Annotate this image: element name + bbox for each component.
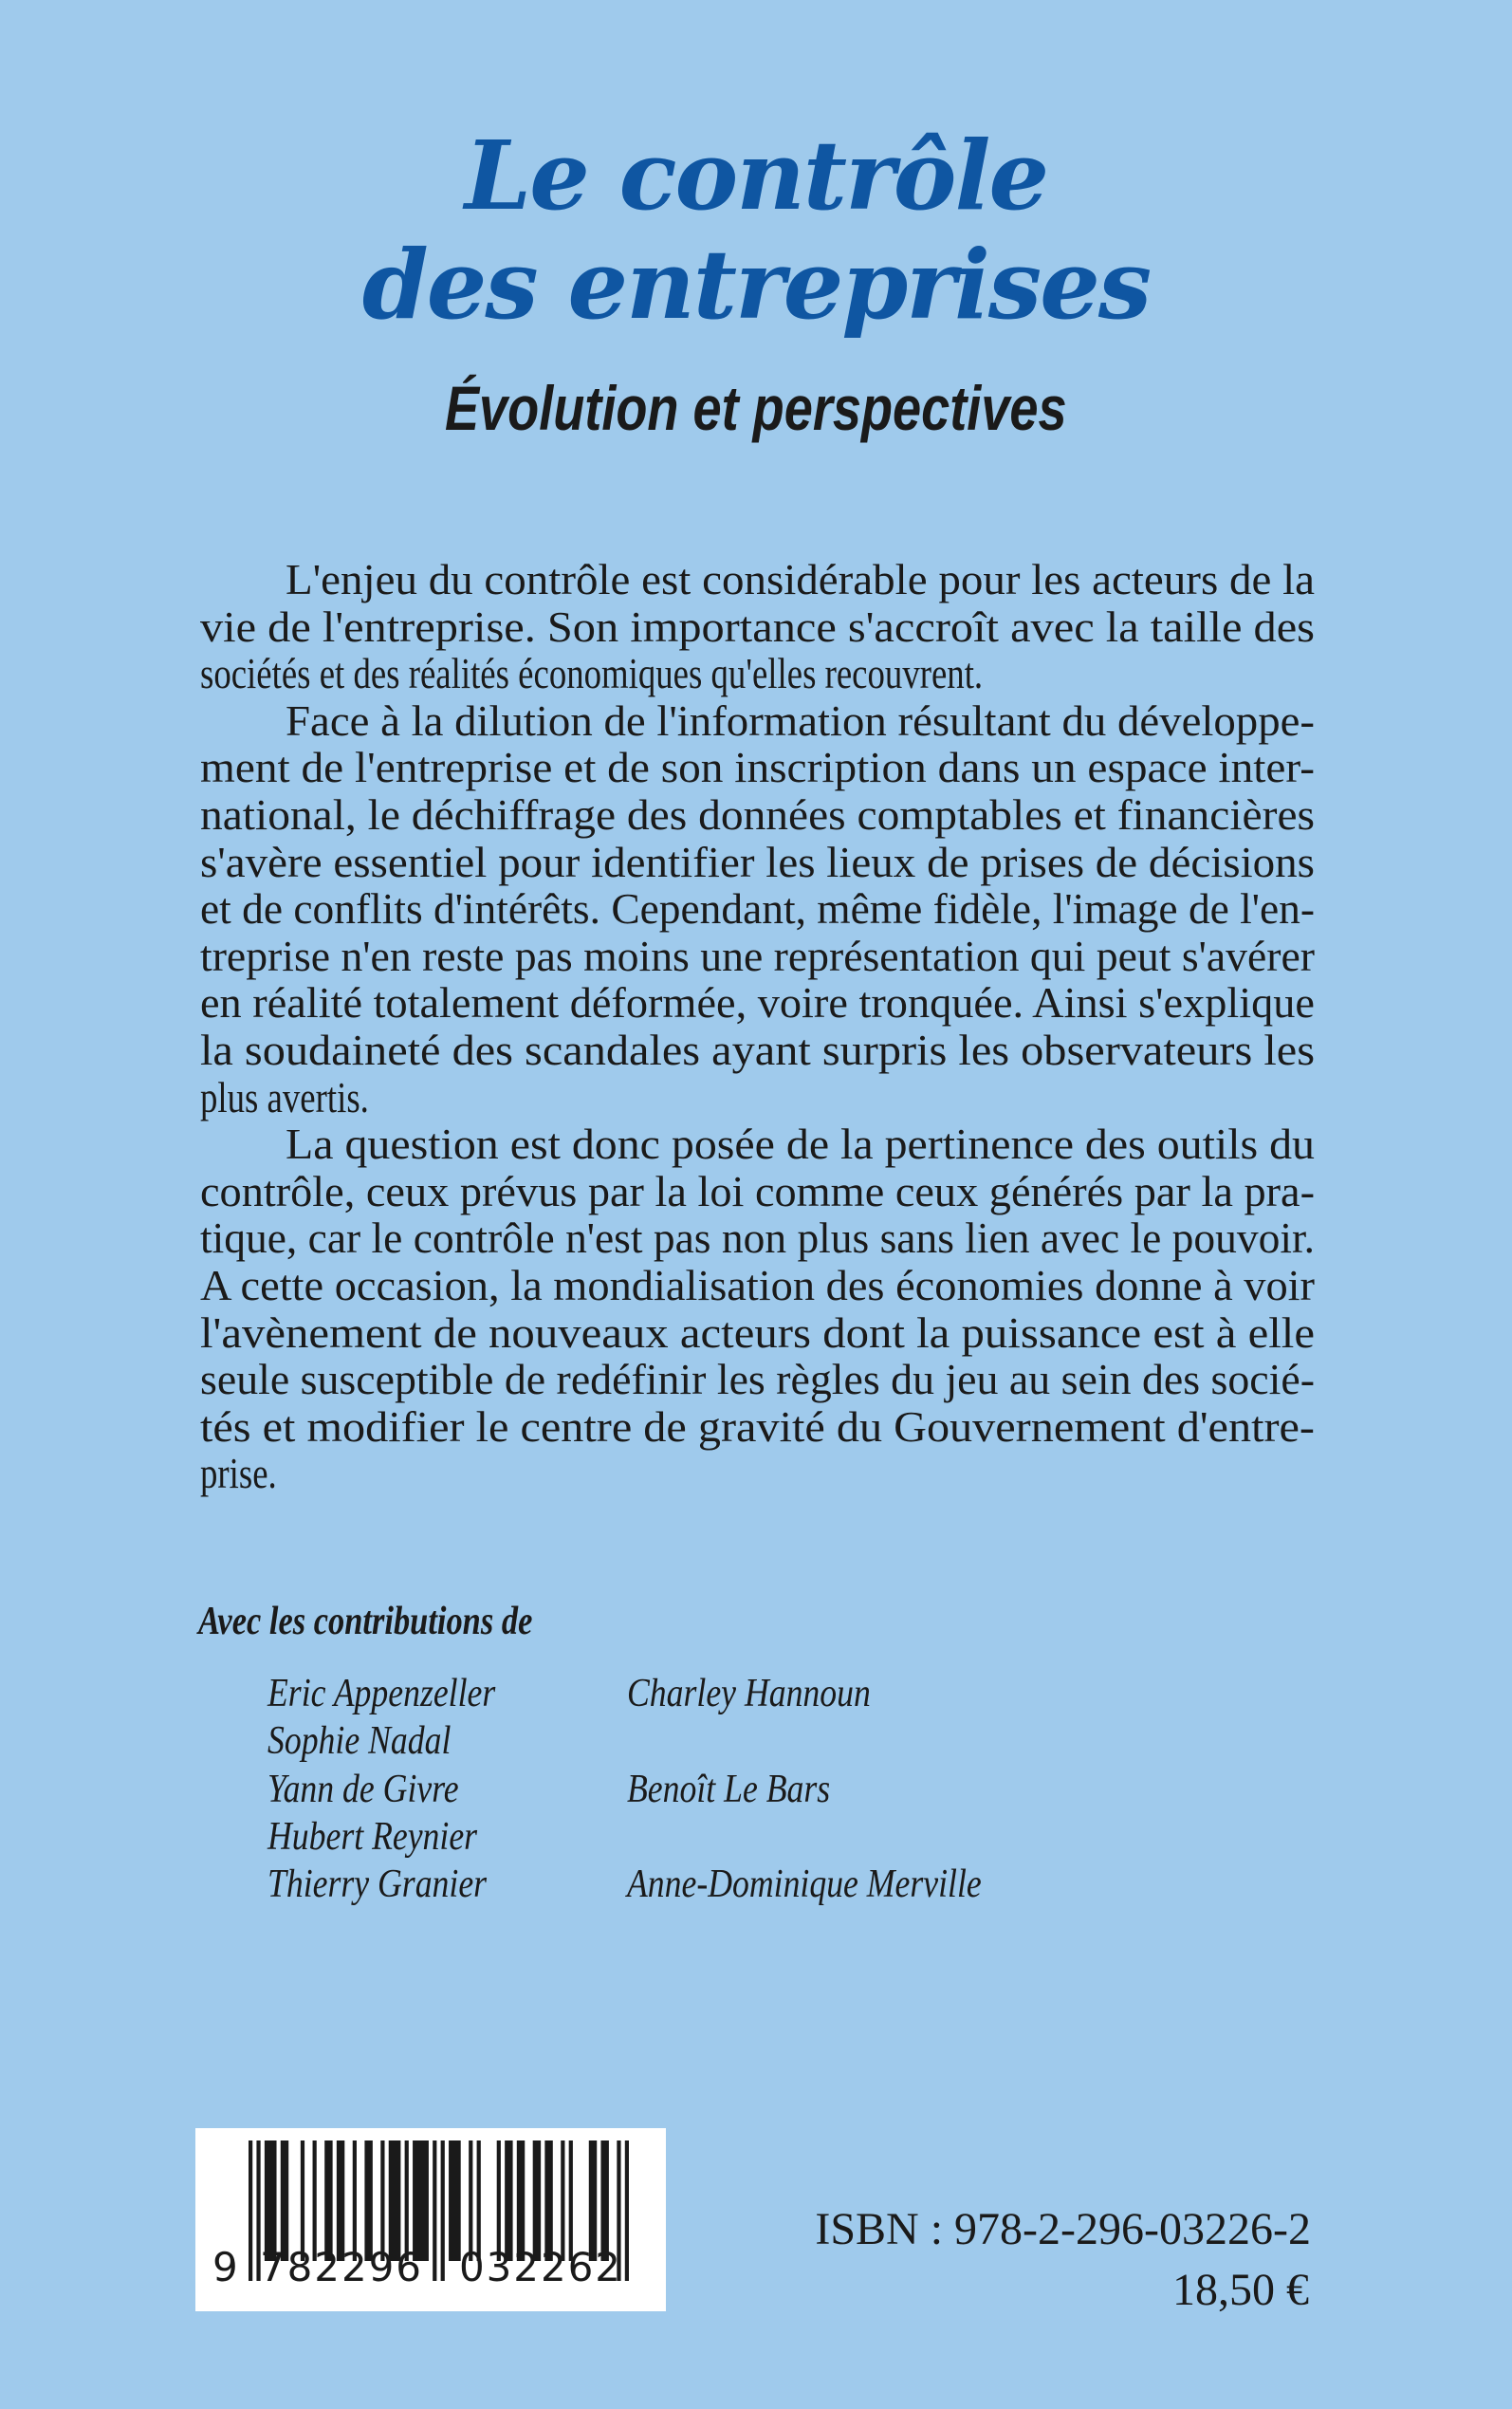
blurb-line (200, 1214, 1315, 1262)
blurb-line (200, 1074, 1315, 1121)
blurb-line-text: s'avère essentiel pour identifier les lieux de prises de décisions (200, 837, 1316, 886)
blurb-line-text: treprise n'en reste pas moins une représentation qui peut s'avérer (200, 931, 1315, 980)
blurb-line (200, 1262, 1315, 1309)
barcode-bar (324, 2140, 332, 2261)
blurb-line-text: seule susceptible de redéfinir les règles du jeu au sein des socié- (200, 1355, 1315, 1404)
barcode-bar (380, 2140, 384, 2261)
barcode-bar (249, 2140, 252, 2281)
contributor (267, 1766, 536, 1813)
barcode-bar (625, 2140, 629, 2281)
blurb-line-text: et de conflits d'intérêts. Cependant, même fidèle, l'image de l'en- (200, 884, 1315, 934)
blurb-line (200, 1027, 1315, 1074)
contributor-empty (627, 1813, 1044, 1861)
barcode-bar (433, 2140, 436, 2281)
contributors-column-2 (627, 1670, 1044, 1908)
barcode-bar (364, 2140, 372, 2261)
blurb-line-text: ment de l'entreprise et de son inscription dans un espace inter- (200, 743, 1315, 792)
blurb-line-text: l'avènement de nouveaux acteurs dont la puissance est à elle (200, 1307, 1315, 1357)
blurb-line (200, 1450, 1315, 1497)
contributor-name: Sophie Nadal (267, 1719, 452, 1764)
barcode-bar (313, 2140, 317, 2261)
blurb-line-text: tés et modifier le centre de gravité du Gouvernement d'entre- (200, 1401, 1315, 1451)
blurb-line (200, 1168, 1315, 1215)
blurb-line-text: A cette occasion, la mondialisation des économies donne à voir (200, 1260, 1315, 1309)
blurb-line (200, 650, 1315, 697)
contributor (627, 1861, 1044, 1908)
barcode-digits-right: 032262 (459, 2244, 620, 2290)
blurb-line (200, 1121, 1315, 1168)
blurb-line (200, 885, 1315, 933)
subtitle (0, 372, 1512, 444)
barcode-bar (544, 2140, 552, 2261)
subtitle-text: Évolution et perspectives (445, 373, 1067, 443)
blurb-line-text: tique, car le contrôle n'est pas non plus sans lien avec le pouvoir. (200, 1214, 1315, 1263)
barcode-bar (561, 2140, 564, 2261)
blurb-line (200, 791, 1315, 839)
barcode-bar (301, 2140, 304, 2261)
blurb-line (200, 979, 1315, 1027)
barcode-bar (477, 2140, 481, 2261)
barcode-bar (497, 2140, 501, 2261)
contributor-name: Benoît Le Bars (627, 1767, 831, 1811)
contributor-name: Thierry Granier (267, 1862, 488, 1907)
barcode-bars (195, 2128, 666, 2311)
contributor (267, 1861, 536, 1908)
barcode-bar (600, 2140, 608, 2261)
barcode-bar (517, 2140, 525, 2261)
barcode-bar (533, 2140, 541, 2261)
blurb-line-text: sociétés et des réalités économiques qu'elles recouvrent. (200, 649, 984, 698)
barcode-bar (265, 2140, 277, 2261)
blurb-line (200, 839, 1315, 886)
price: 18,50 € (1172, 2265, 1309, 2315)
contributor-name: Eric Appenzeller (267, 1672, 496, 1715)
barcode-bar (353, 2140, 357, 2261)
barcode-bar (505, 2140, 512, 2261)
barcode-bar (449, 2140, 461, 2261)
barcode-bar (589, 2140, 597, 2261)
blurb-line-text: L'enjeu du contrôle est considérable pour les acteurs de la (286, 555, 1315, 603)
barcode-bar (569, 2140, 573, 2261)
barcode-bar (405, 2140, 409, 2261)
barcode-digit-first: 9 (212, 2244, 238, 2290)
contributor (267, 1717, 536, 1765)
contributors-label (198, 1599, 606, 1644)
blurb-line (200, 744, 1315, 791)
blurb-line (200, 603, 1315, 651)
contributor-name: Anne-Dominique Merville (627, 1862, 982, 1907)
contributor-name: Yann de Givre (267, 1767, 459, 1811)
contributor-empty (627, 1717, 1044, 1765)
blurb (200, 556, 1315, 1497)
blurb-line-text: prise. (200, 1449, 277, 1498)
contributor (267, 1670, 536, 1717)
blurb-line (200, 1309, 1315, 1357)
blurb-line-text: contrôle, ceux prévus par la loi comme ceux générés par la pra- (200, 1166, 1315, 1215)
blurb-line (200, 933, 1315, 980)
blurb-line-text: vie de l'entreprise. Son importance s'accroît avec la taille des (200, 602, 1315, 651)
contributors-column-1 (267, 1670, 536, 1908)
blurb-line-text: plus avertis. (200, 1072, 369, 1121)
blurb-line-text: La question est donc posée de la pertinence des outils du (286, 1120, 1315, 1169)
barcode (195, 2128, 666, 2311)
barcode-bar (413, 2140, 429, 2261)
blurb-line (200, 1403, 1315, 1451)
blurb-line (200, 556, 1315, 603)
contributor (627, 1766, 1044, 1813)
contributors-label-text: Avec les contributions de (198, 1600, 533, 1643)
barcode-bar (469, 2140, 472, 2261)
blurb-line-text: national, le déchiffrage des données comptables et financières (200, 789, 1315, 839)
barcode-bar (337, 2140, 344, 2261)
title-line-2: des entreprises (361, 229, 1151, 341)
blurb-line-text: la soudaineté des scandales ayant surpris les observateurs les (200, 1025, 1315, 1074)
barcode-bar (281, 2140, 288, 2261)
contributor (627, 1670, 1044, 1717)
blurb-line-text: en réalité totalement déformée, voire tronquée. Ainsi s'explique (200, 978, 1315, 1028)
blurb-line (200, 1356, 1315, 1403)
contributor-name: Hubert Reynier (267, 1814, 478, 1859)
barcode-bar (441, 2140, 445, 2281)
title-line-1: Le contrôle (464, 120, 1048, 232)
blurb-line (200, 697, 1315, 745)
contributor-name: Charley Hannoun (627, 1672, 871, 1715)
barcode-bar (389, 2140, 401, 2261)
isbn: ISBN : 978-2-296-03226-2 (815, 2204, 1311, 2254)
barcode-digits-left: 782296 (260, 2244, 421, 2290)
blurb-line-text: Face à la dilution de l'information résultant du développe- (286, 695, 1315, 745)
contributor (267, 1813, 536, 1861)
